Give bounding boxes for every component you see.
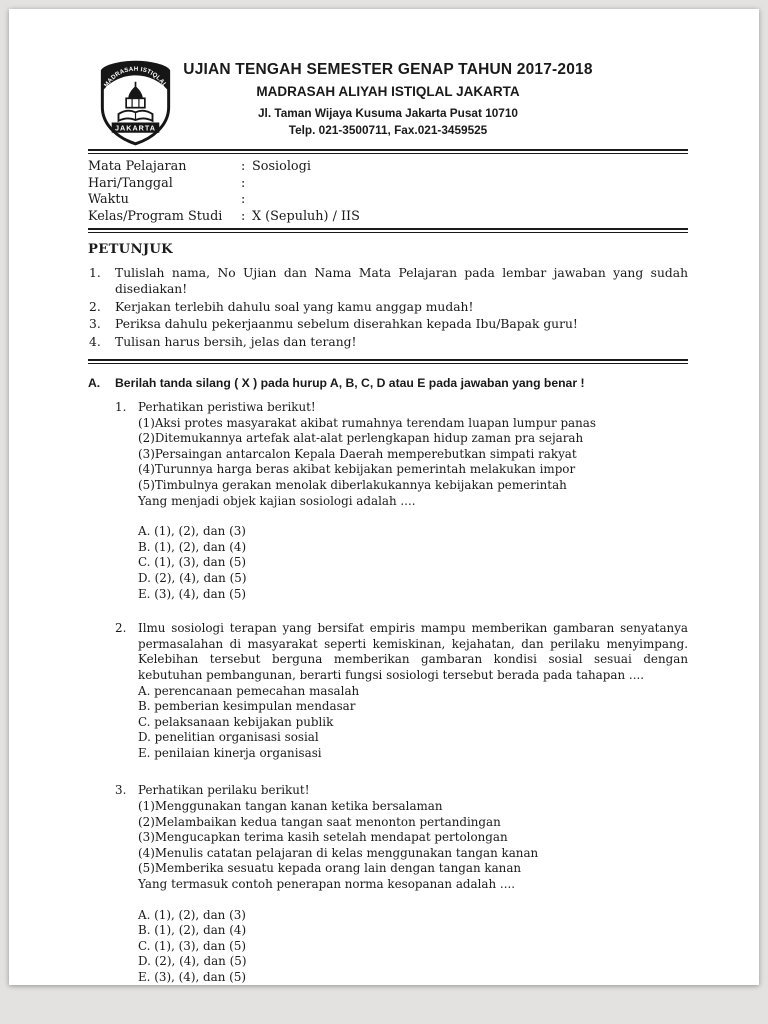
answer-options bbox=[138, 908, 688, 986]
exam-meta bbox=[88, 154, 688, 228]
question-statement: (2)Melambaikan kedua tangan saat menonton pertandingan bbox=[138, 814, 501, 829]
answer-options bbox=[138, 684, 688, 762]
question-statements bbox=[138, 416, 688, 494]
answer-option: B. pemberian kesimpulan mendasar bbox=[138, 699, 356, 714]
answer-option: A. (1), (2), dan (3) bbox=[138, 524, 246, 539]
question-1 bbox=[88, 400, 688, 602]
section-a bbox=[88, 376, 688, 986]
meta-colon: : bbox=[241, 159, 246, 174]
question-stem: Ilmu sosiologi terapan yang bersifat empiris mampu memberikan gambaran senyatanya permasalahan di masyarakat seperti kemiskinan, kejahatan, dan perilaku menyimpang. Kelebihan tersebut berguna memberikan gambaran kondisi sosial sesuai dengan kebutuhan pembangunan, berarti fungsi sosiologi tersebut berada pada tahapan .... bbox=[138, 621, 688, 682]
question-body bbox=[138, 400, 688, 602]
answer-options bbox=[138, 524, 688, 602]
question-prompt: Yang termasuk contoh penerapan norma kesopanan adalah .... bbox=[138, 877, 516, 892]
meta-colon: : bbox=[241, 208, 246, 224]
question-stem: Perhatikan peristiwa berikut! bbox=[138, 400, 316, 414]
instruction-item: Tulislah nama, No Ujian dan Nama Mata Pelajaran pada lembar jawaban yang sudah disediakan! bbox=[115, 266, 688, 296]
question-prompt: Yang menjadi objek kajian sosiologi adalah .... bbox=[138, 493, 416, 508]
question-statement: (3)Mengucapkan terima kasih setelah mendapat pertolongan bbox=[138, 830, 508, 845]
meta-label: Mata Pelajaran bbox=[88, 159, 187, 174]
answer-option: A. perencanaan pemecahan masalah bbox=[138, 683, 360, 698]
school-phone: Telp. 021-3500711, Fax.021-3459525 bbox=[288, 123, 488, 137]
instruction-item: Periksa dahulu pekerjaanmu sebelum diserahkan kepada Ibu/Bapak guru! bbox=[115, 317, 578, 331]
question-statement: (1)Menggunakan tangan kanan ketika bersalaman bbox=[138, 799, 443, 814]
meta-row-subject bbox=[88, 159, 688, 176]
spacer bbox=[138, 509, 688, 524]
meta-label: Hari/Tanggal bbox=[88, 175, 173, 191]
answer-option: E. (3), (4), dan (5) bbox=[138, 586, 247, 601]
school-name: MADRASAH ALIYAH ISTIQLAL JAKARTA bbox=[256, 84, 520, 99]
instructions-title: PETUNJUK bbox=[88, 242, 173, 257]
answer-option: C. (1), (3), dan (5) bbox=[138, 938, 247, 953]
logo-building-icon bbox=[126, 98, 145, 107]
question-body bbox=[138, 621, 688, 761]
meta-label: Kelas/Program Studi bbox=[88, 208, 223, 224]
meta-row-date bbox=[88, 176, 688, 193]
answer-option: C. pelaksanaan kebijakan publik bbox=[138, 714, 334, 729]
question-number: 2. bbox=[115, 621, 127, 636]
question-stem: Perhatikan perilaku berikut! bbox=[138, 783, 310, 798]
logo-banner-text: JAKARTA bbox=[114, 123, 157, 133]
section-a-label: A. bbox=[88, 376, 101, 390]
meta-colon: : bbox=[241, 192, 246, 207]
answer-option: E. (3), (4), dan (5) bbox=[138, 970, 247, 984]
instruction-item: Kerjakan terlebih dahulu soal yang kamu anggap mudah! bbox=[115, 299, 474, 314]
school-logo-icon bbox=[93, 59, 178, 147]
instruction-item: Tulisan harus bersih, jelas dan terang! bbox=[115, 334, 357, 349]
instructions-list bbox=[88, 265, 688, 350]
meta-row-class bbox=[88, 209, 688, 226]
question-statement: (5)Memberika sesuatu kepada orang lain dengan tangan kanan bbox=[138, 861, 522, 876]
meta-value: Sosiologi bbox=[252, 159, 311, 174]
question-statement: (3)Persaingan antarcalon Kepala Daerah memperebutkan simpati rakyat bbox=[138, 446, 577, 461]
meta-value: X (Sepuluh) / IIS bbox=[252, 208, 360, 224]
answer-option: D. (2), (4), dan (5) bbox=[138, 570, 247, 585]
school-address: Jl. Taman Wijaya Kusuma Jakarta Pusat 10710 bbox=[258, 106, 518, 120]
logo-arc-text: MADRASAH ISTIQLAL bbox=[102, 65, 169, 89]
question-statement: (4)Turunnya harga beras akibat kebijakan pemerintah melakukan impor bbox=[138, 462, 576, 477]
question-number: 3. bbox=[115, 783, 127, 798]
exam-page bbox=[9, 9, 759, 985]
answer-option: B. (1), (2), dan (4) bbox=[138, 539, 247, 554]
question-2 bbox=[88, 621, 688, 761]
answer-option: B. (1), (2), dan (4) bbox=[138, 923, 247, 938]
question-statement: (2)Ditemukannya artefak alat-alat perlengkapan hidup zaman pra sejarah bbox=[138, 431, 584, 446]
question-statements bbox=[138, 799, 688, 877]
answer-option: A. (1), (2), dan (3) bbox=[138, 907, 246, 922]
horizontal-rule-bottom bbox=[88, 359, 688, 364]
answer-option: D. (2), (4), dan (5) bbox=[138, 954, 247, 969]
section-a-title: Berilah tanda silang ( X ) pada hurup A, B, C, D atau E pada jawaban yang benar ! bbox=[115, 376, 585, 390]
question-body bbox=[138, 783, 688, 985]
meta-label: Waktu bbox=[88, 192, 129, 207]
section-a-heading bbox=[88, 376, 688, 391]
spacer bbox=[138, 893, 688, 908]
question-number: 1. bbox=[115, 400, 127, 414]
exam-title: UJIAN TENGAH SEMESTER GENAP TAHUN 2017-2018 bbox=[183, 61, 593, 78]
question-statement: (5)Timbulnya gerakan menolak diberlakukannya kebijakan pemerintah bbox=[138, 477, 567, 492]
question-3 bbox=[88, 783, 688, 985]
exam-header bbox=[88, 61, 688, 149]
meta-row-time bbox=[88, 192, 688, 209]
question-statement: (1)Aksi protes masyarakat akibat rumahnya terendam luapan lumpur panas bbox=[138, 415, 596, 430]
answer-option: C. (1), (3), dan (5) bbox=[138, 555, 247, 570]
answer-option: E. penilaian kinerja organisasi bbox=[138, 745, 322, 760]
question-statement: (4)Menulis catatan pelajaran di kelas menggunakan tangan kanan bbox=[138, 845, 539, 860]
meta-colon: : bbox=[241, 175, 246, 191]
answer-option: D. penelitian organisasi sosial bbox=[138, 730, 319, 745]
instructions-section bbox=[88, 233, 688, 359]
